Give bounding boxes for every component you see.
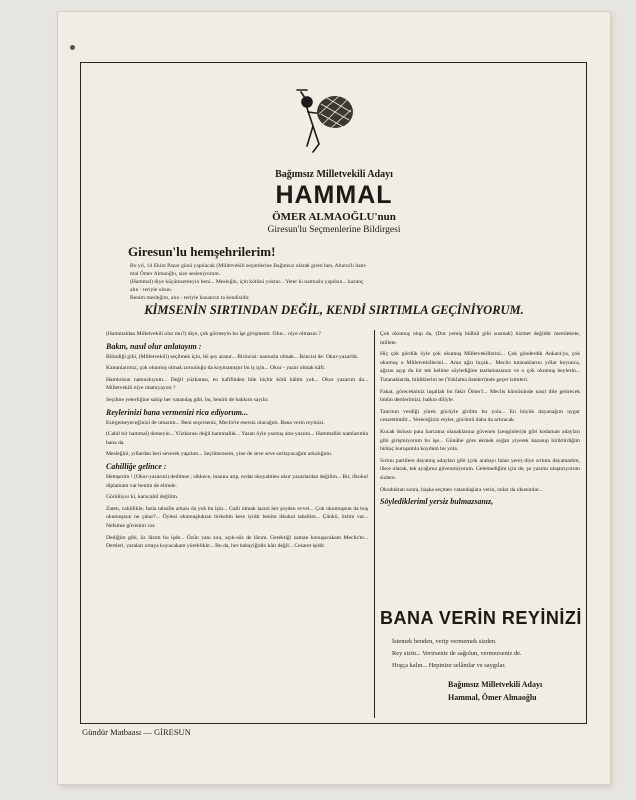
intro-line: Bu yıl, 14 Ekim Pazar günü yapılacak (Milletvekili seçimlerine Bağımsız olarak giren ben, Aluera'lı ham- xyxy=(130,263,367,269)
paragraph: Kucak dolusu para harcama olanaklarına güvenen (zenginleri)n gibi kodaman adayları gibi girişmiyorum bu işe... Günübe göre ekmek soğan yiyerek kazanıp biriktirdiğim birkaç kuruşumla koydum bu yola. xyxy=(380,428,580,453)
main-slogan: KİMSENİN SIRTINDAN DEĞİL, KENDİ SIRTIMLA GEÇİNİYORUM. xyxy=(144,303,524,317)
left-column xyxy=(106,330,368,554)
paragraph: Mesleğini, yıllardan beri severek yapılım... Seçilmezsem, yine de seve seve sırtlayacağım arkalığımı. xyxy=(106,451,333,458)
signature-name: Hammal, Ömer Almaoğlu xyxy=(448,693,537,702)
paragraph: Sırtını partilere dayamış adayları gibi (çok arabayı falan yere) diye sırtımı dayamadım, ilkce olarak, tek ayağıma güvenmiyorum. Gelemediğim için de, şu yazımı ulaştırıyorum sizlere. xyxy=(380,457,580,481)
paragraph: (Hammaldan Milletvekili olur mu?) diye, çok görmeyin bu işe girişmemi. Olur... niye olmasın ? xyxy=(106,331,321,337)
declaration-purpose: Giresun'lu Seçmenlerine Bildirgesi xyxy=(267,225,401,235)
closing-line: İstemek benden, verip vermemek sizden. xyxy=(392,638,497,645)
section-heading: Bakın, nasıl olur anlatayım : xyxy=(106,341,202,351)
intro-line: mal Ömer Almaoğlu, size sesleniyorum. xyxy=(130,271,221,277)
candidate-subtitle: Bağımsız Milletvekili Adayı xyxy=(275,169,393,180)
section-heading: Cahilliğe gelince : xyxy=(106,461,167,471)
section-heading: Reylerinizi bana vermenizi rica ediyorum... xyxy=(106,407,248,417)
paragraph: Kanunlarımız, çok okumuş olmak zorunluğu da koymamıştır bu iş için... Okur - yazar olmak kâfi. xyxy=(106,365,326,372)
paragraph: Tanrının verdiği yürek gücüyle girdim bu yola... En büyük dayanağım uygar cesaretimdir... Vereceğiniz reyler, gücümü daha da artıracak. xyxy=(380,408,580,424)
paragraph: Hiç çok gördük öyle çok okumuş Milletvekillerini... Çok gönderdik Ankara'ya, çok okumuş o Milletvekillerini... Ama ağzı bıçak... Meclis tutanaklarını yıllar boyunca, ağzını açıp da bir tek kelime söylediğine tastlamazsınız ve o çok okumuş beylerin... Tutanaklarda, bildiklerini ne (Yoklama listeleri)nde geçer isimleri. xyxy=(380,351,580,383)
printer-credit: Gündür Matbaası — GİRESUN xyxy=(82,727,191,737)
paragraph: Görülüyor ki, karacahil değilim. xyxy=(106,494,179,501)
section-heading: Söyledikleriml yersiz bulmazsanız, xyxy=(380,497,494,507)
intro-line: (Hammal) diye küçümsemeyin beni... Mesleğin, için kötüsü yoktur... Yeter ki namuslu yapılsın... kazanç xyxy=(130,279,364,285)
paragraph: Okuduktan sonra, başka seçmen vatandaşlara verin, onlar da okusunlar... xyxy=(380,486,543,493)
candidate-title: HAMMAL xyxy=(275,181,393,209)
paragraph: Hamlolsun namusluyum... Değil yüzkarası, en hafifinden bile hiçbir kötü hâlim yok... Okur yazarım da... Milletvekili niye olamıyayım ? xyxy=(106,376,368,392)
intro-line: alın - teriyle olsun. xyxy=(130,287,173,293)
vote-call-heading: BANA VERİN REYİNİZİ xyxy=(380,608,582,628)
paragraph: (Cahil bir hammal) demeyin... Yüzkarası değil hammallık... Yazan öyle yazmış alın-yazımı... Hammallık namlarımla bana da. xyxy=(106,431,368,446)
leaflet-sheet xyxy=(58,12,610,784)
intro-line: Benim mesleğim, alın - teriyle kazancın ta kendisidir. xyxy=(130,295,250,301)
paragraph: Seçilme yeterliğine sahip her vatandaş gibi, bu, benim de hakkım sayılır. xyxy=(106,396,269,403)
paragraph: Zaten, cahillikle, fazla tahsille arkası da yok bu işin... Galli olmak lazım her şeyden evvel... Çok okumuşsun da boş okumuşsun ne çıkar?... Öylesi okumuşluktan birkebin kere iyidir benim ilkokul tahsilim... Çünkü, öztim var... Nefsime güvenim var. xyxy=(106,505,368,529)
greeting-heading: Giresun'lu hemşehrilerim! xyxy=(128,244,276,259)
signature-title: Bağımsız Milletvekili Adayı xyxy=(448,680,543,689)
paragraph: Hemşerim ! (Okur-yazarım) dedimse ; sikkece, inanını atıp, ecdat okuyabilen okur yazarlardan değilim... Bir, ilkokul diplamam var benim de elimde. xyxy=(106,473,368,489)
paragraph: Esirgemeyeceğinizi de umarım... Beni seçerseniz, Meclis'te esersiz olacağım. Bana verin reyinizi. xyxy=(106,419,325,426)
paragraph: Çok okumuş olup da, (Dut yemiş bülbül gibi susmak) hizmet değildir memlekete, millete. xyxy=(380,331,580,346)
paragraph: Dediğim gibi, öz lâzım bu işde... Özün yanı sıra, açık-söz de lâzım. Gerektiği zaman konuşacakam Meclis'te... Dertleri, yaraları ortaya koyacakam yüreklikle... Bu da, her babayiğidin kârı değil... Cesaret işidir. xyxy=(106,534,368,550)
candidate-name: ÖMER ALMAOĞLU'nun xyxy=(272,211,396,223)
paragraph: Bilindiği gibi, (Milletvekili) seçilmek için, iki şey aranır... Birincisi: namuslu olmak... İkincisi de: Okur-yazarlık. xyxy=(106,353,359,360)
paragraph: Fakat, göreceksiniz inşallah bu fakir Ömer'i... Meclis kürsüsünde nasıl dile getirecek bütün dertlerimizi, halkın diliyle. xyxy=(380,388,580,404)
closing-line: Hoşça kalın... Hepinize selâmlar ve saygılar. xyxy=(392,662,506,669)
right-column xyxy=(380,330,580,508)
punch-hole xyxy=(70,45,75,50)
closing-line: Rey sizin... Verirseniz de sağolun, vermezseniz de. xyxy=(392,650,522,657)
porter-carrying-load-icon xyxy=(283,88,363,158)
column-divider xyxy=(374,330,375,718)
